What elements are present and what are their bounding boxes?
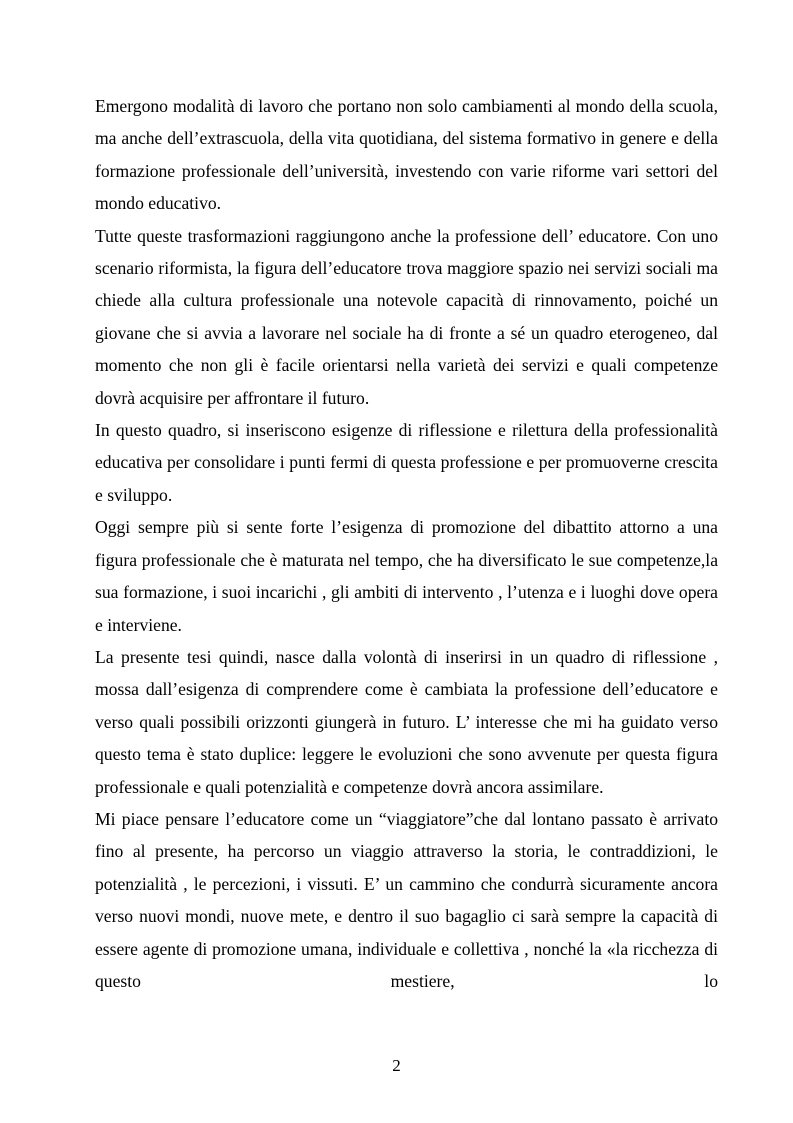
paragraph-1: Emergono modalità di lavoro che portano non solo cambiamenti al mondo della scuola, ma anche dell’extrascuola, della vita quotidiana, del sistema formativo in genere e della formazione professionale dell’università, investendo con varie riforme vari settori del mondo educativo.: [95, 96, 718, 214]
page-body: [95, 90, 718, 997]
paragraph-3: In questo quadro, si inseriscono esigenze di riflessione e rilettura della professionalità educativa per consolidare i punti fermi di questa professione e per promuoverne crescita e sviluppo.: [95, 420, 718, 505]
page-number: 2: [392, 1056, 401, 1075]
paragraph-4: Oggi sempre più si sente forte l’esigenza di promozione del dibattito attorno a una figura professionale che è maturata nel tempo, che ha diversificato le sue competenze,la sua formazione, i suoi incarichi , gli ambiti di intervento , l’utenza e i luoghi dove opera e interviene.: [95, 517, 718, 635]
paragraph-2: Tutte queste trasformazioni raggiungono anche la professione dell’ educatore. Con uno scenario riformista, la figura dell’educatore trova maggiore spazio nei servizi sociali ma chiede alla cultura professionale una notevole capacità di rinnovamento, poiché un giovane che si avvia a lavorare nel sociale ha di fronte a sé un quadro eterogeneo, dal momento che non gli è facile orientarsi nella varietà dei servizi e quali competenze dovrà acquisire per affrontare il futuro.: [95, 225, 718, 408]
paragraph-5: La presente tesi quindi, nasce dalla volontà di inserirsi in un quadro di riflessione , mossa dall’esigenza di comprendere come è cambiata la professione dell’educatore e verso quali possibili orizzonti giungerà in futuro. L’ interesse che mi ha guidato verso questo tema è stato duplice: leggere le evoluzioni che sono avvenute per questa figura professionale e quali potenzialità e competenze dovrà ancora assimilare.: [95, 646, 718, 797]
paragraph-6: Mi piace pensare l’educatore come un “viaggiatore”che dal lontano passato è arrivato fino al presente, ha percorso un viaggio attraverso la storia, le contraddizioni, le potenzialità , le percezioni, i vissuti. E’ un cammino che condurrà sicuramente ancora verso nuovi mondi, nuove mete, e dentro il suo bagaglio ci sarà sempre la capacità di essere agente di promozione umana, individuale e collettiva , nonché la «la ricchezza di questo mestiere, lo: [95, 808, 718, 991]
